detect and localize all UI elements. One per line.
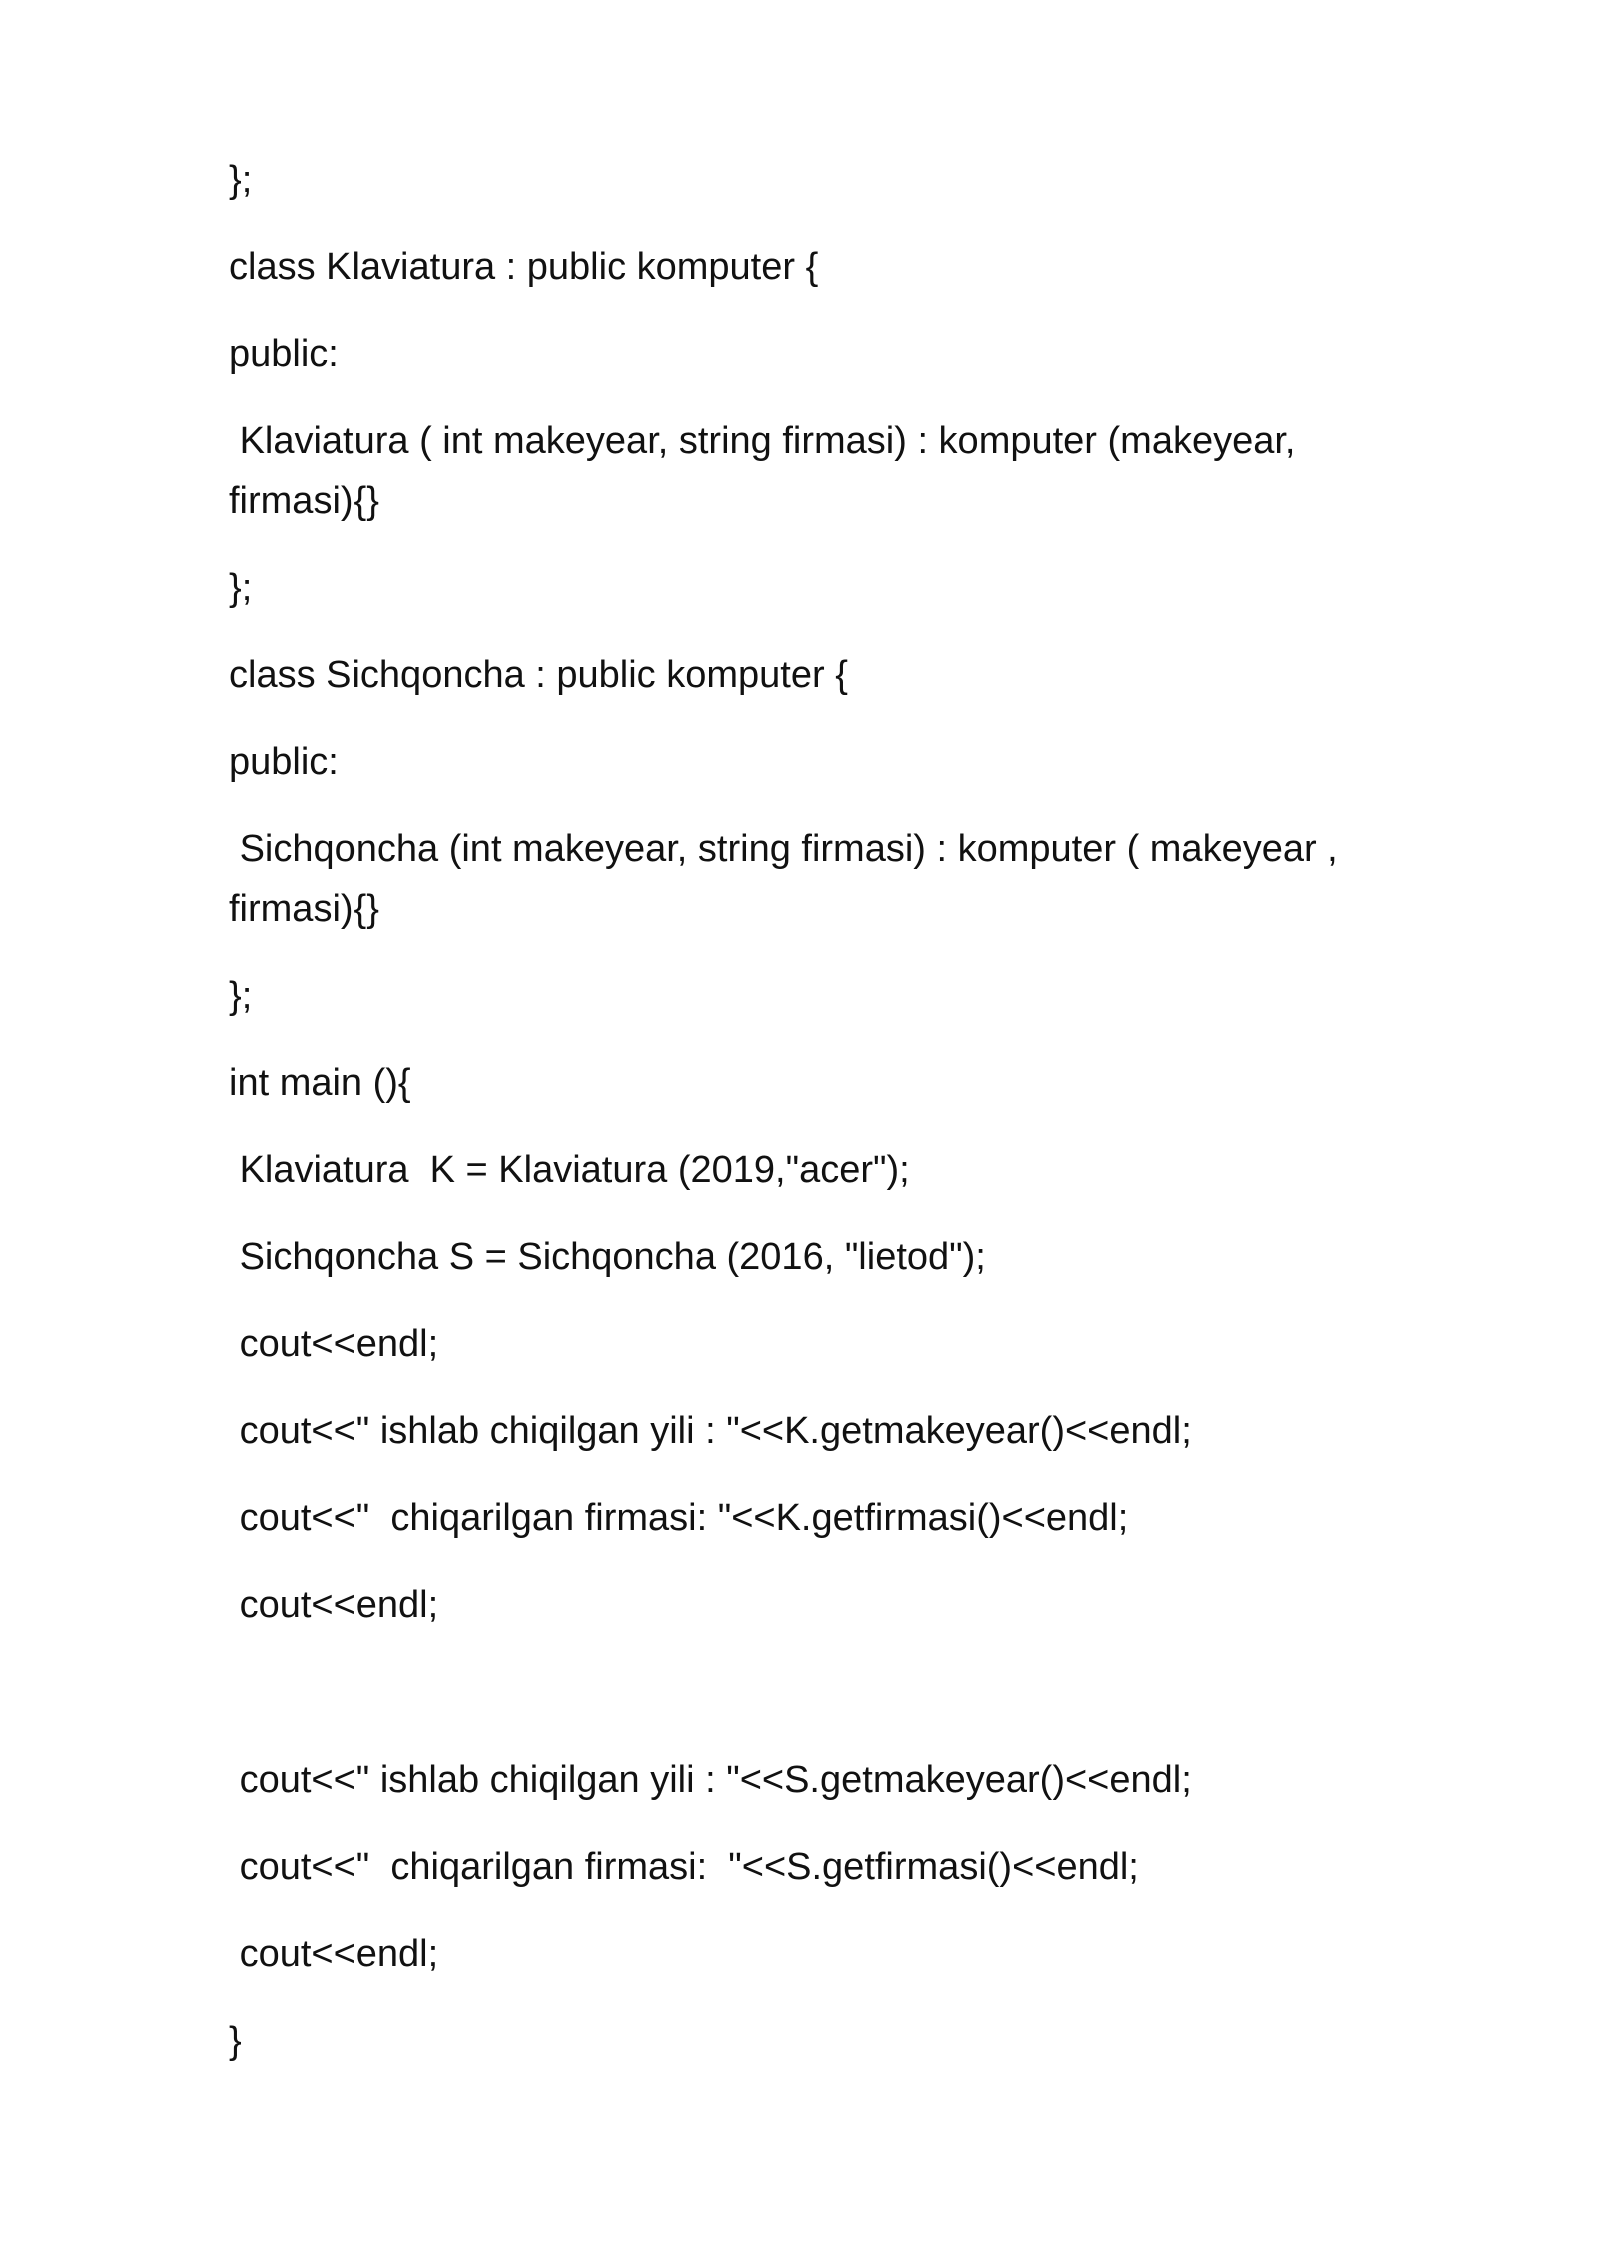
code-line: Sichqoncha S = Sichqoncha (2016, "lietod");: [229, 1236, 986, 1278]
code-line: };: [229, 567, 253, 609]
code-line: class Klaviatura : public komputer {: [229, 246, 819, 288]
code-listing: [229, 150, 1409, 2098]
code-line: cout<<endl;: [229, 1584, 439, 1626]
code-line: };: [229, 159, 253, 201]
code-line: };: [229, 975, 253, 1017]
code-line: int main (){: [229, 1062, 411, 1104]
code-line: cout<<" ishlab chiqilgan yili : "<<K.getmakeyear()<<endl;: [229, 1410, 1192, 1452]
code-line: Klaviatura K = Klaviatura (2019,"acer");: [229, 1149, 910, 1191]
code-line: cout<<endl;: [229, 1933, 439, 1975]
code-line: cout<<" chiqarilgan firmasi: "<<S.getfirmasi()<<endl;: [229, 1846, 1139, 1888]
code-line: cout<<" chiqarilgan firmasi: "<<K.getfirmasi()<<endl;: [229, 1497, 1129, 1539]
code-line: public:: [229, 333, 339, 375]
code-line: Klaviatura ( int makeyear, string firmasi) : komputer (makeyear, firmasi){}: [229, 420, 1307, 522]
code-line: class Sichqoncha : public komputer {: [229, 654, 848, 696]
code-line: cout<<endl;: [229, 1323, 439, 1365]
blank-line: [229, 1662, 1409, 1750]
code-line: Sichqoncha (int makeyear, string firmasi) : komputer ( makeyear , firmasi){}: [229, 828, 1349, 930]
code-line: }: [229, 2020, 242, 2062]
code-line: public:: [229, 741, 339, 783]
code-line: cout<<" ishlab chiqilgan yili : "<<S.getmakeyear()<<endl;: [229, 1759, 1192, 1801]
